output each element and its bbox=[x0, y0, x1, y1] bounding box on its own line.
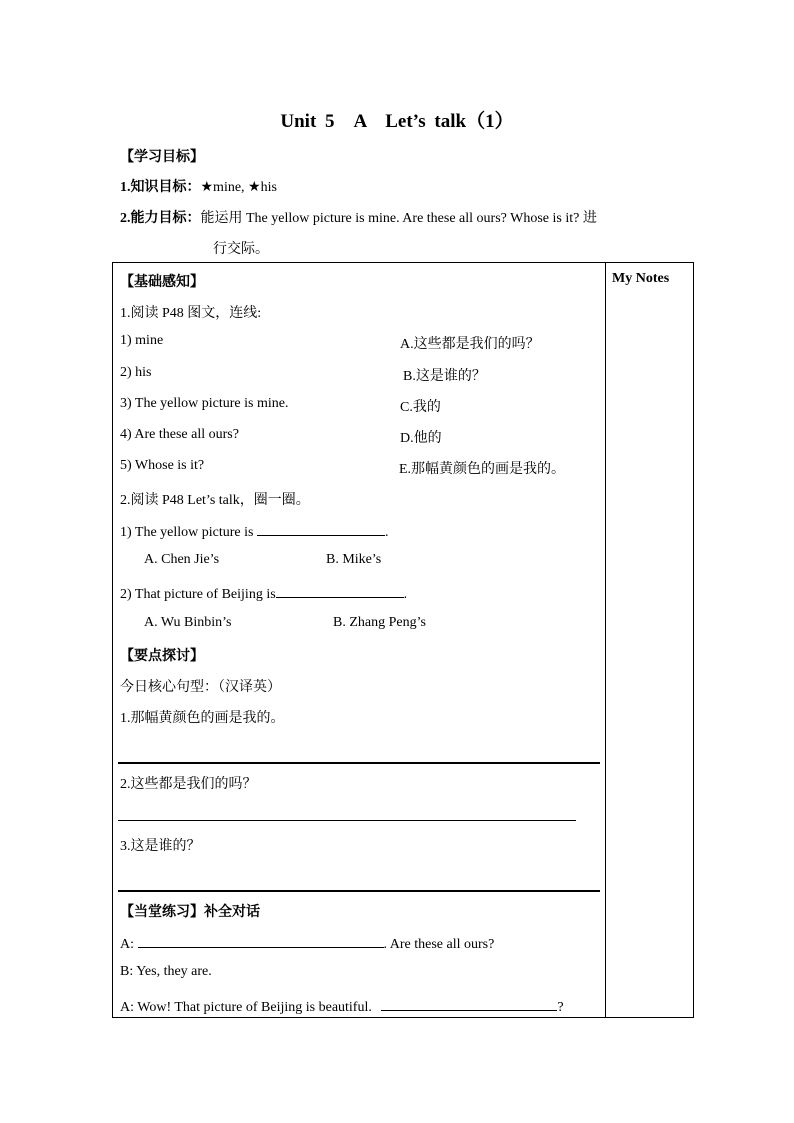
basic-heading: 【基础感知】 bbox=[120, 275, 204, 290]
key-sentence-3: 3.这是谁的？ bbox=[120, 839, 201, 854]
key-points-heading: 【要点探讨】 bbox=[120, 649, 204, 664]
question-1-option-b: B. Mike’s bbox=[326, 552, 382, 567]
goal-2 bbox=[120, 207, 597, 227]
match-left-item: 1) mine bbox=[120, 333, 164, 348]
task-2-instruction: 2.阅读 P48 Let’s talk，圈一圈。 bbox=[120, 493, 310, 508]
answer-line[interactable] bbox=[118, 820, 576, 821]
key-sentence-1: 1.那幅黄颜色的画是我的。 bbox=[120, 711, 285, 726]
key-sentences-intro: 今日核心句型：（汉译英） bbox=[120, 680, 281, 695]
goal-2-text: 能运用 The yellow picture is mine. Are these all ours? Whose is it? 进 bbox=[200, 211, 597, 226]
goal-1 bbox=[120, 176, 277, 196]
answer-line[interactable] bbox=[118, 762, 600, 764]
dialogue-line-1-tail: . Are these all ours? bbox=[383, 937, 495, 952]
match-left-item: 4) Are these all ours? bbox=[120, 427, 239, 442]
speaker-a: A: bbox=[120, 937, 134, 952]
my-notes-heading: My Notes bbox=[612, 271, 670, 286]
practice-heading bbox=[120, 901, 260, 921]
goals-heading: 【学习目标】 bbox=[120, 150, 204, 165]
match-right-item: B.这是谁的？ bbox=[403, 369, 486, 384]
answer-blank[interactable] bbox=[257, 521, 385, 536]
goal-2-continuation: 行交际。 bbox=[213, 242, 269, 257]
dialogue-line-3 bbox=[120, 996, 564, 1016]
question-1-option-a: A. Chen Jie’s bbox=[144, 552, 220, 567]
match-right-item: E.那幅黄颜色的画是我的。 bbox=[399, 462, 566, 477]
practice-heading-suffix: 补全对话 bbox=[204, 905, 260, 920]
match-left-item: 5) Whose is it? bbox=[120, 458, 205, 473]
match-right-item: D.他的 bbox=[400, 431, 442, 446]
answer-blank[interactable] bbox=[276, 583, 404, 598]
question-2: 2) That picture of Beijing is . bbox=[120, 583, 407, 603]
key-sentence-2: 2.这些都是我们的吗？ bbox=[120, 777, 257, 792]
goal-2-label: 2.能力目标： bbox=[120, 211, 201, 226]
answer-line[interactable] bbox=[118, 890, 600, 892]
match-left-item: 2) his bbox=[120, 365, 152, 380]
practice-heading-label: 【当堂练习】 bbox=[120, 905, 204, 920]
dialogue-blank[interactable] bbox=[138, 933, 384, 948]
page-title: Unit 5 A Let’s talk（1） bbox=[280, 111, 514, 132]
dialogue-line-2: B: Yes, they are. bbox=[120, 964, 212, 979]
notes-column-divider bbox=[605, 262, 606, 1018]
match-right-item: A.这些都是我们的吗？ bbox=[400, 337, 540, 352]
goal-1-label: 1.知识目标： bbox=[120, 180, 201, 195]
question-2-option-b: B. Zhang Peng’s bbox=[333, 615, 426, 630]
question-1-text: 1) The yellow picture is bbox=[120, 525, 254, 540]
dialogue-blank[interactable] bbox=[381, 996, 557, 1011]
match-left-item: 3) The yellow picture is mine. bbox=[120, 396, 289, 411]
goal-1-text: ★mine, ★his bbox=[200, 180, 277, 195]
dialogue-line-1 bbox=[120, 933, 494, 953]
dialogue-line-3-tail: ? bbox=[557, 1000, 564, 1015]
question-1: 1) The yellow picture is . bbox=[120, 521, 389, 541]
match-right-item: C.我的 bbox=[400, 400, 441, 415]
question-2-option-a: A. Wu Binbin’s bbox=[144, 615, 232, 630]
task-1-instruction: 1.阅读 P48 图文，连线: bbox=[120, 306, 262, 321]
question-2-text: 2) That picture of Beijing is bbox=[120, 587, 276, 602]
dialogue-line-3-text: A: Wow! That picture of Beijing is beautiful. bbox=[120, 1000, 372, 1015]
